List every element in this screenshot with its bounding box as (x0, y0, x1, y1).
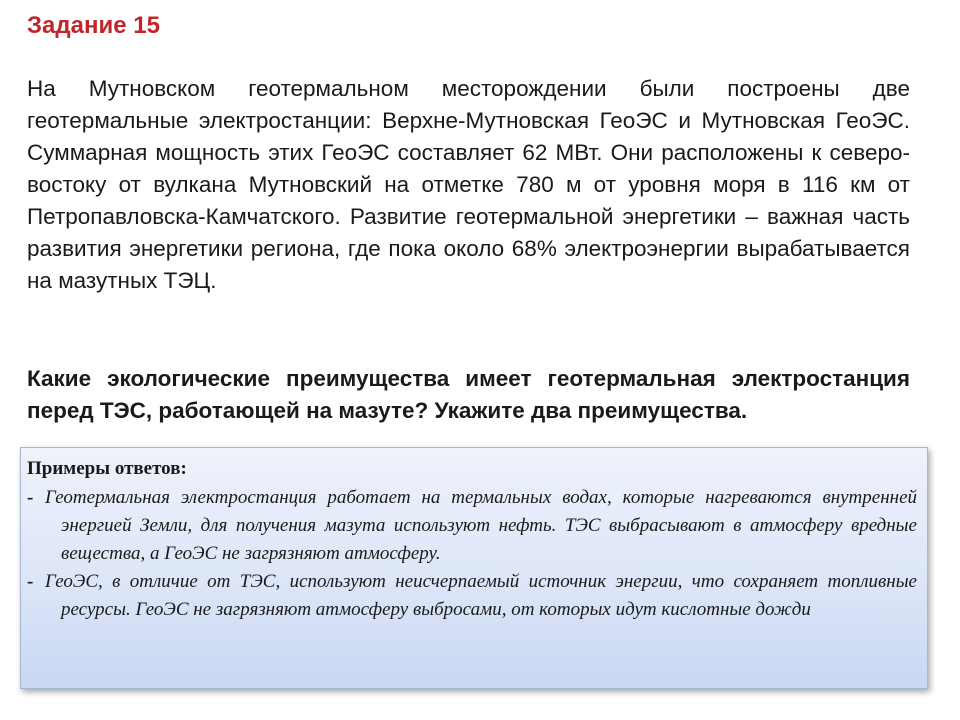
answer-item-text: Геотермальная электростанция работает на термальных водах, которые нагреваются внутренней энергией Земли, для получения мазута используют нефть. ТЭС выбрасывают в атмосферу вредные вещества, а ГеоЭС не загрязняют атмосферу. (45, 487, 917, 564)
answer-heading: Примеры ответов: (27, 458, 187, 479)
answer-examples-box (20, 447, 928, 689)
task-question: Какие экологические преимущества имеет геотермальная электростанция перед ТЭС, работающей на мазуте? Укажите два преимущества. (27, 366, 910, 423)
task-title: Задание 15 (27, 12, 160, 39)
answer-item-2 (27, 568, 917, 624)
answer-item-marker: - (27, 571, 34, 592)
task-paragraph: На Мутновском геотермальном месторождении были построены две геотермальные электростанции: Верхне-Мутновская ГеоЭС и Мутновская ГеоЭС. Суммарная мощность этих ГеоЭС составляет 62 МВт. Они расположены к северо-востоку от вулкана Мутновский на отметке 780 м от уровня моря в 116 км от Петропавловска-Камчатского. Развитие геотермальной энергетики – важная часть развития энергетики региона, где пока около 68% электроэнергии вырабатывается на мазутных ТЭЦ. (27, 76, 910, 293)
answer-item-marker: - (27, 487, 34, 508)
answer-item-text: ГеоЭС, в отличие от ТЭС, используют неисчерпаемый источник энергии, что сохраняет топливные ресурсы. ГеоЭС не загрязняют атмосферу выбросами, от которых идут кислотные дожди (45, 571, 917, 620)
answer-item-1 (27, 484, 917, 568)
